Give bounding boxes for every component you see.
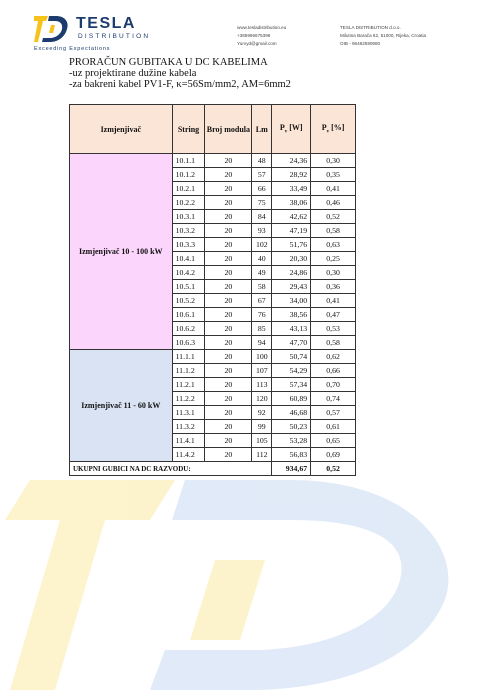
length-cell: 49 [252, 266, 272, 280]
company-address: Milutina Barača 62, 51000, Rijeka, Croatia [340, 33, 427, 38]
string-cell: 10.1.1 [172, 154, 205, 168]
loss-percent-cell: 0,25 [311, 252, 356, 266]
tesla-logo-icon [34, 16, 68, 42]
header-loss-watts-p: P [279, 123, 285, 133]
document-title: PRORAČUN GUBITAKA U DC KABELIMA [69, 57, 268, 68]
string-cell: 10.2.1 [172, 182, 205, 196]
length-cell: 100 [252, 350, 272, 364]
brand-sub: DISTRIBUTION [78, 33, 151, 40]
loss-percent-cell: 0,30 [311, 154, 356, 168]
loss-watts-cell: 38,06 [272, 196, 311, 210]
loss-watts-cell: 43,13 [272, 322, 311, 336]
header-loss-percent-sub: v [326, 129, 330, 135]
string-cell: 11.3.2 [172, 420, 205, 434]
company-logo [34, 14, 194, 54]
modules-cell: 20 [205, 168, 252, 182]
string-cell: 10.3.2 [172, 224, 205, 238]
total-percent: 0,52 [311, 462, 356, 476]
modules-cell: 20 [205, 154, 252, 168]
length-cell: 66 [252, 182, 272, 196]
length-cell: 58 [252, 280, 272, 294]
loss-percent-cell: 0,41 [311, 182, 356, 196]
loss-percent-cell: 0,41 [311, 294, 356, 308]
loss-percent-cell: 0,65 [311, 434, 356, 448]
string-cell: 10.3.3 [172, 238, 205, 252]
length-cell: 85 [252, 322, 272, 336]
loss-watts-cell: 34,00 [272, 294, 311, 308]
string-cell: 11.4.1 [172, 434, 205, 448]
loss-watts-cell: 28,92 [272, 168, 311, 182]
modules-cell: 20 [205, 280, 252, 294]
string-cell: 10.6.2 [172, 322, 205, 336]
length-cell: 94 [252, 336, 272, 350]
modules-cell: 20 [205, 434, 252, 448]
length-cell: 57 [252, 168, 272, 182]
modules-cell: 20 [205, 350, 252, 364]
page-header [34, 14, 464, 56]
modules-cell: 20 [205, 238, 252, 252]
loss-watts-cell: 53,28 [272, 434, 311, 448]
contact-block [237, 24, 286, 48]
modules-cell: 20 [205, 252, 252, 266]
loss-percent-cell: 0,61 [311, 420, 356, 434]
modules-cell: 20 [205, 294, 252, 308]
inverter-group-label: Izmjenjivač 10 - 100 kW [70, 154, 173, 350]
loss-percent-cell: 0,69 [311, 448, 356, 462]
string-cell: 10.5.1 [172, 280, 205, 294]
total-label: UKUPNI GUBICI NA DC RAZVODU: [70, 462, 272, 476]
loss-percent-cell: 0,62 [311, 350, 356, 364]
loss-percent-cell: 0,58 [311, 336, 356, 350]
string-cell: 11.2.1 [172, 378, 205, 392]
string-cell: 11.2.2 [172, 392, 205, 406]
length-cell: 93 [252, 224, 272, 238]
header-loss-percent [311, 105, 356, 154]
modules-cell: 20 [205, 378, 252, 392]
modules-cell: 20 [205, 392, 252, 406]
loss-percent-cell: 0,47 [311, 308, 356, 322]
header-loss-watts-sub: v [284, 129, 288, 135]
header-string: String [172, 105, 205, 154]
modules-cell: 20 [205, 224, 252, 238]
loss-percent-cell: 0,52 [311, 210, 356, 224]
length-cell: 48 [252, 154, 272, 168]
loss-percent-cell: 0,74 [311, 392, 356, 406]
inverter-group-label: Izmjenjivač 11 - 60 kW [70, 350, 173, 462]
total-watts: 934,67 [272, 462, 311, 476]
document-heading [69, 57, 291, 90]
modules-cell: 20 [205, 210, 252, 224]
modules-cell: 20 [205, 308, 252, 322]
modules-cell: 20 [205, 322, 252, 336]
loss-watts-cell: 29,43 [272, 280, 311, 294]
loss-watts-cell: 56,83 [272, 448, 311, 462]
string-cell: 10.1.2 [172, 168, 205, 182]
string-cell: 10.6.3 [172, 336, 205, 350]
company-block [340, 24, 426, 48]
heading-note-length: -uz projektirane dužine kabela [69, 68, 197, 79]
brand-name: TESLA [76, 15, 136, 32]
company-name: TESLA DISTRIBUTION d.o.o. [340, 25, 401, 30]
loss-watts-cell: 42,62 [272, 210, 311, 224]
loss-watts-cell: 57,34 [272, 378, 311, 392]
header-loss-watts-unit: [W] [287, 123, 303, 133]
loss-percent-cell: 0,57 [311, 406, 356, 420]
loss-percent-cell: 0,35 [311, 168, 356, 182]
header-modules: Broj modula [205, 105, 252, 154]
header-loss-percent-unit: [%] [329, 123, 345, 133]
modules-cell: 20 [205, 364, 252, 378]
loss-watts-cell: 47,70 [272, 336, 311, 350]
loss-watts-cell: 38,56 [272, 308, 311, 322]
string-cell: 11.3.1 [172, 406, 205, 420]
total-row [70, 462, 356, 476]
modules-cell: 20 [205, 266, 252, 280]
company-oib: OIB - 96482590980 [340, 41, 381, 46]
length-cell: 105 [252, 434, 272, 448]
string-cell: 10.5.2 [172, 294, 205, 308]
length-cell: 40 [252, 252, 272, 266]
string-cell: 11.1.1 [172, 350, 205, 364]
contact-website[interactable]: www.tesladistribution.eu [237, 25, 287, 30]
loss-watts-cell: 24,36 [272, 154, 311, 168]
string-cell: 10.4.1 [172, 252, 205, 266]
string-cell: 11.4.2 [172, 448, 205, 462]
length-cell: 120 [252, 392, 272, 406]
length-cell: 92 [252, 406, 272, 420]
length-cell: 99 [252, 420, 272, 434]
loss-percent-cell: 0,30 [311, 266, 356, 280]
table-row [70, 154, 356, 168]
loss-percent-cell: 0,63 [311, 238, 356, 252]
header-loss-watts [272, 105, 311, 154]
loss-watts-cell: 50,74 [272, 350, 311, 364]
table-header-row [70, 105, 356, 154]
modules-cell: 20 [205, 420, 252, 434]
loss-watts-cell: 46,68 [272, 406, 311, 420]
header-loss-percent-p: P [321, 123, 327, 133]
string-cell: 11.1.2 [172, 364, 205, 378]
modules-cell: 20 [205, 336, 252, 350]
loss-watts-cell: 24,86 [272, 266, 311, 280]
loss-watts-cell: 60,89 [272, 392, 311, 406]
length-cell: 84 [252, 210, 272, 224]
heading-note-cable: -za bakreni kabel PV1-F, κ=56Sm/mm2, AM=6mm2 [69, 79, 291, 90]
length-cell: 75 [252, 196, 272, 210]
dc-loss-table [69, 104, 356, 476]
header-inverter: Izmjenjivač [70, 105, 173, 154]
string-cell: 10.4.2 [172, 266, 205, 280]
modules-cell: 20 [205, 196, 252, 210]
modules-cell: 20 [205, 406, 252, 420]
modules-cell: 20 [205, 182, 252, 196]
loss-percent-cell: 0,58 [311, 224, 356, 238]
loss-percent-cell: 0,36 [311, 280, 356, 294]
loss-watts-cell: 33,49 [272, 182, 311, 196]
string-cell: 10.2.2 [172, 196, 205, 210]
loss-watts-cell: 54,29 [272, 364, 311, 378]
loss-percent-cell: 0,53 [311, 322, 356, 336]
loss-watts-cell: 51,76 [272, 238, 311, 252]
length-cell: 113 [252, 378, 272, 392]
string-cell: 10.6.1 [172, 308, 205, 322]
table-row [70, 350, 356, 364]
header-length: Lm [252, 105, 272, 154]
length-cell: 102 [252, 238, 272, 252]
brand-tagline: Exceeding Expectations [34, 46, 111, 52]
length-cell: 76 [252, 308, 272, 322]
contact-email[interactable]: Yurvyd@gmail.com [237, 41, 277, 46]
loss-percent-cell: 0,66 [311, 364, 356, 378]
loss-watts-cell: 50,23 [272, 420, 311, 434]
string-cell: 10.3.1 [172, 210, 205, 224]
modules-cell: 20 [205, 448, 252, 462]
length-cell: 67 [252, 294, 272, 308]
loss-watts-cell: 20,30 [272, 252, 311, 266]
contact-phone: +385996675396 [237, 33, 271, 38]
length-cell: 112 [252, 448, 272, 462]
loss-watts-cell: 47,19 [272, 224, 311, 238]
loss-percent-cell: 0,46 [311, 196, 356, 210]
loss-percent-cell: 0,70 [311, 378, 356, 392]
length-cell: 107 [252, 364, 272, 378]
